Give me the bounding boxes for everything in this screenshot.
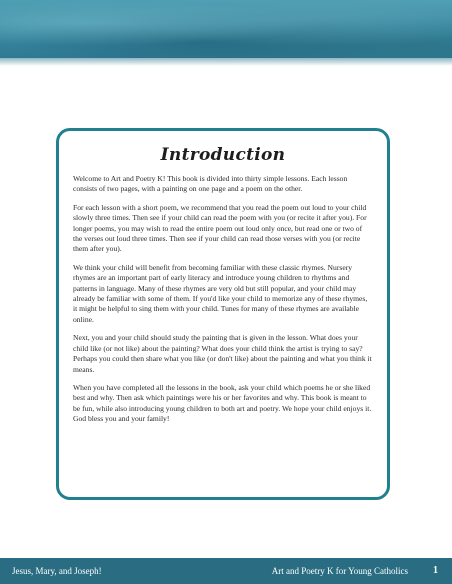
intro-paragraph-5: When you have completed all the lessons in the book, ask your child which poems he or she liked best and why. Then ask which paintings were his or her favorites and why. This book is meant to be fun, while also introducing young children to both art and poetry. We hope your child enjoys it. God bless you and your family! [73, 382, 372, 424]
footer-dedication: Jesus, Mary, and Joseph! [12, 566, 102, 576]
introduction-frame [56, 128, 390, 500]
page-title: Introduction [160, 145, 286, 165]
page-footer [0, 558, 452, 584]
banner-fade-edge [0, 58, 452, 66]
watercolor-header-banner [0, 0, 452, 58]
footer-book-title: Art and Poetry K for Young Catholics [271, 566, 408, 576]
page-number: 1 [433, 565, 438, 576]
intro-paragraph-4: Next, you and your child should study the painting that is given in the lesson. What does your child like (or not like) about the painting? What does your child think the artist is trying to say? Perhaps you could then share what you like (or don't like) about the painting and what you think it means. [73, 333, 372, 374]
intro-paragraph-3: We think your child will benefit from becoming familiar with these classic rhymes. Nursery rhymes are an important part of early literacy and introduce young children to rhythms and patterns in language. Many of these rhymes are very old but still popular, and your child may already be familiar with some of them. If you'd like your child to memorize any of these rhymes, it might be helpful to sing them with your child. Tunes for many of these rhymes are available online. [73, 262, 368, 324]
intro-paragraph-1: Welcome to Art and Poetry K! This book is divided into thirty simple lessons. Each lesson consists of two pages, with a painting on one page and a poem on the other. [73, 174, 348, 194]
intro-paragraph-2: For each lesson with a short poem, we recommend that you read the poem out loud to your child slowly three times. Then see if your child can read the poem with you (or recite it after you). For longer poems, you may wish to read the entire poem out loud only once, but read one or two of the verses out loud three times. Then see if your child can read those verses with you (or recite them after you). [73, 202, 367, 254]
